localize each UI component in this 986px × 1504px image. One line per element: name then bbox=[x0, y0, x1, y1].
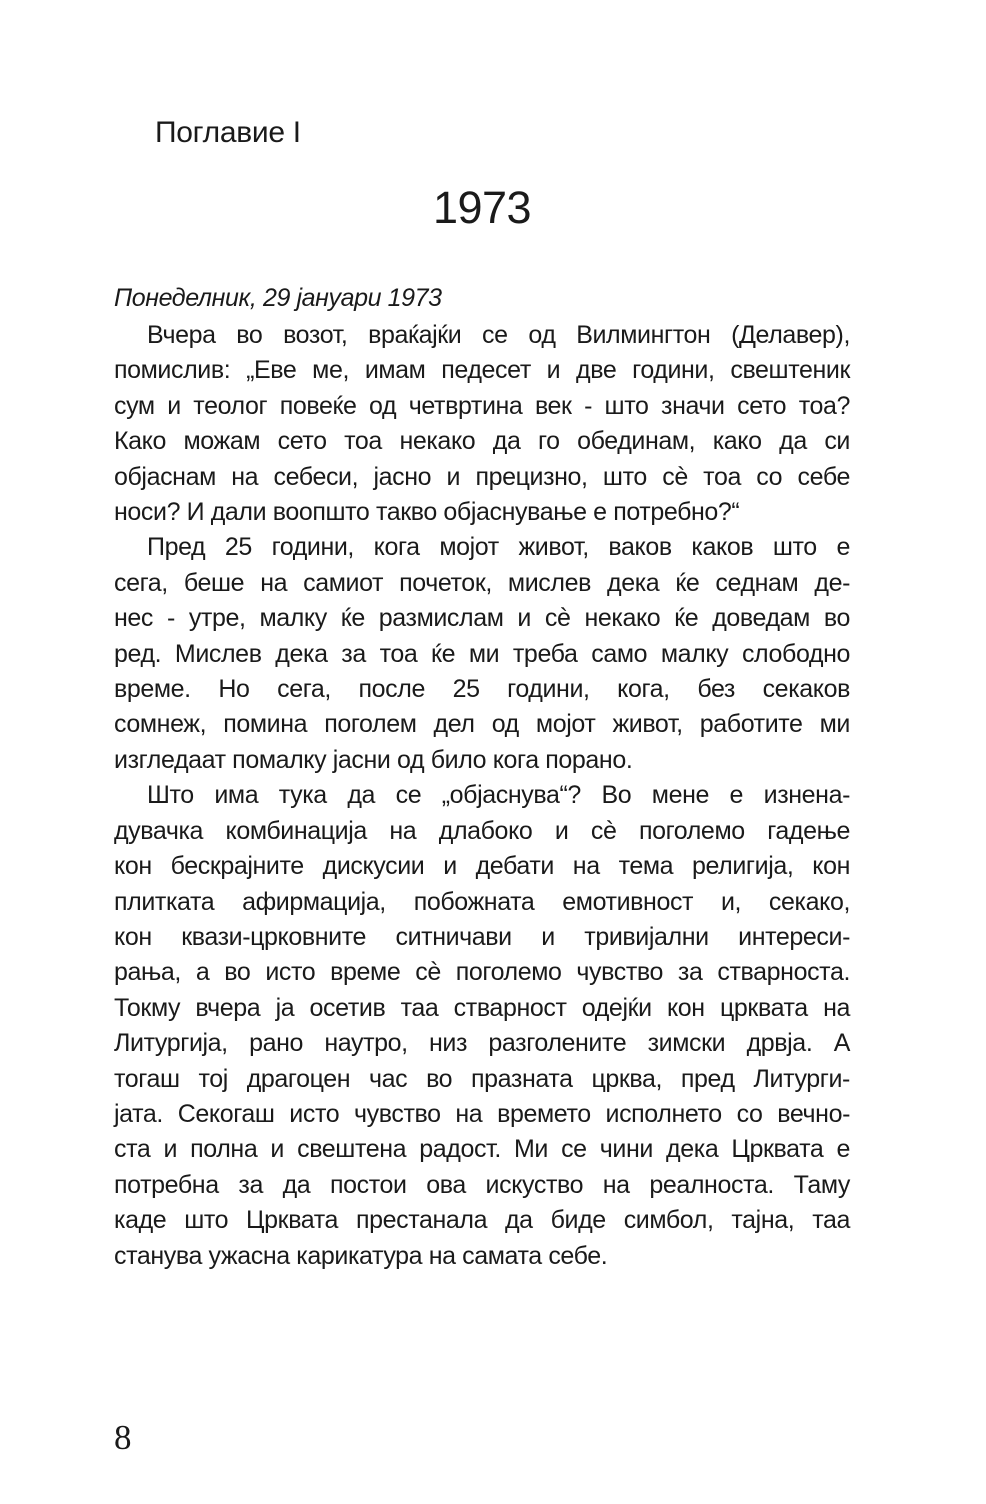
text-line: тогаш тој драгоцен час во празната црква, пред Литурги- bbox=[114, 1064, 850, 1093]
diary-date-line: Понеделник, 29 јануари 1973 bbox=[114, 284, 442, 312]
text-line: јата. Секогаш исто чувство на времето исполнето со вечно- bbox=[114, 1099, 850, 1128]
chapter-title: 1973 bbox=[432, 182, 532, 233]
text-line: носи? И дали воопшто такво објаснување е потребно?“ bbox=[114, 498, 740, 527]
text-line: Литургија, рано наутро, низ разголените зимски дрвја. А bbox=[114, 1029, 850, 1058]
text-line: кон квази-црковните ситничави и тривијални интереси- bbox=[114, 922, 850, 951]
text-line: станува ужасна карикатура на самата себе. bbox=[114, 1241, 608, 1270]
text-line: Што има тука да се „објаснува“? Во мене е изнена- bbox=[147, 781, 850, 810]
text-line: сомнеж, помина поголем дел од мојот живот, работите ми bbox=[114, 710, 850, 739]
text-line: кон бескрајните дискусии и дебати на тема религија, кон bbox=[114, 852, 850, 881]
text-line: Пред 25 години, кога мојот живот, ваков каков што е bbox=[147, 533, 850, 562]
text-line: нес - утре, малку ќе размислам и сè некако ќе доведам во bbox=[114, 604, 850, 633]
body-text bbox=[114, 281, 850, 1274]
text-line: сега, беше на самиот почеток, мислев дека ќе седнам де- bbox=[114, 568, 850, 597]
text-line: ста и полна и свештена радост. Ми се чини дека Црквата е bbox=[114, 1135, 850, 1164]
paragraph bbox=[114, 530, 850, 778]
text-line: ред. Мислев дека за тоа ќе ми треба само малку слободно bbox=[114, 639, 850, 668]
text-line: помислив: „Еве ме, имам педесет и две години, свештеник bbox=[114, 356, 850, 385]
text-line: Токму вчера ја осетив таа стварност одејќи кон црквата на bbox=[114, 993, 850, 1022]
text-line: дувачка комбинација на длабоко и сè поголемо гадење bbox=[114, 816, 850, 845]
text-line: сум и теолог повеќе од четвртина век - што значи сето тоа? bbox=[114, 391, 850, 420]
text-line: рања, а во исто време сè поголемо чувство за стварноста. bbox=[114, 958, 850, 987]
text-line: плитката афирмација, побожната емотивност и, секако, bbox=[114, 887, 850, 916]
text-line: изгледаат помалку јасни од било кога порано. bbox=[114, 745, 633, 774]
text-line: време. Но сега, после 25 години, кога, без секаков bbox=[114, 675, 850, 704]
text-line: потребна за да постои ова искуство на реалноста. Таму bbox=[114, 1170, 850, 1199]
text-line: Вчера во возот, враќајќи се од Вилмингтон (Делавер), bbox=[147, 321, 850, 349]
paragraph bbox=[114, 778, 850, 1274]
text-line: каде што Црквата престанала да биде симбол, тајна, таа bbox=[114, 1206, 850, 1235]
paragraph bbox=[114, 318, 850, 530]
text-line: Како можам сето тоа некако да го обединам, како да си bbox=[114, 427, 850, 456]
text-line: објаснам на себеси, јасно и прецизно, што сè тоа со себе bbox=[114, 462, 850, 491]
page-number: 8 bbox=[114, 1418, 132, 1457]
chapter-label: Поглавие I bbox=[155, 116, 301, 149]
